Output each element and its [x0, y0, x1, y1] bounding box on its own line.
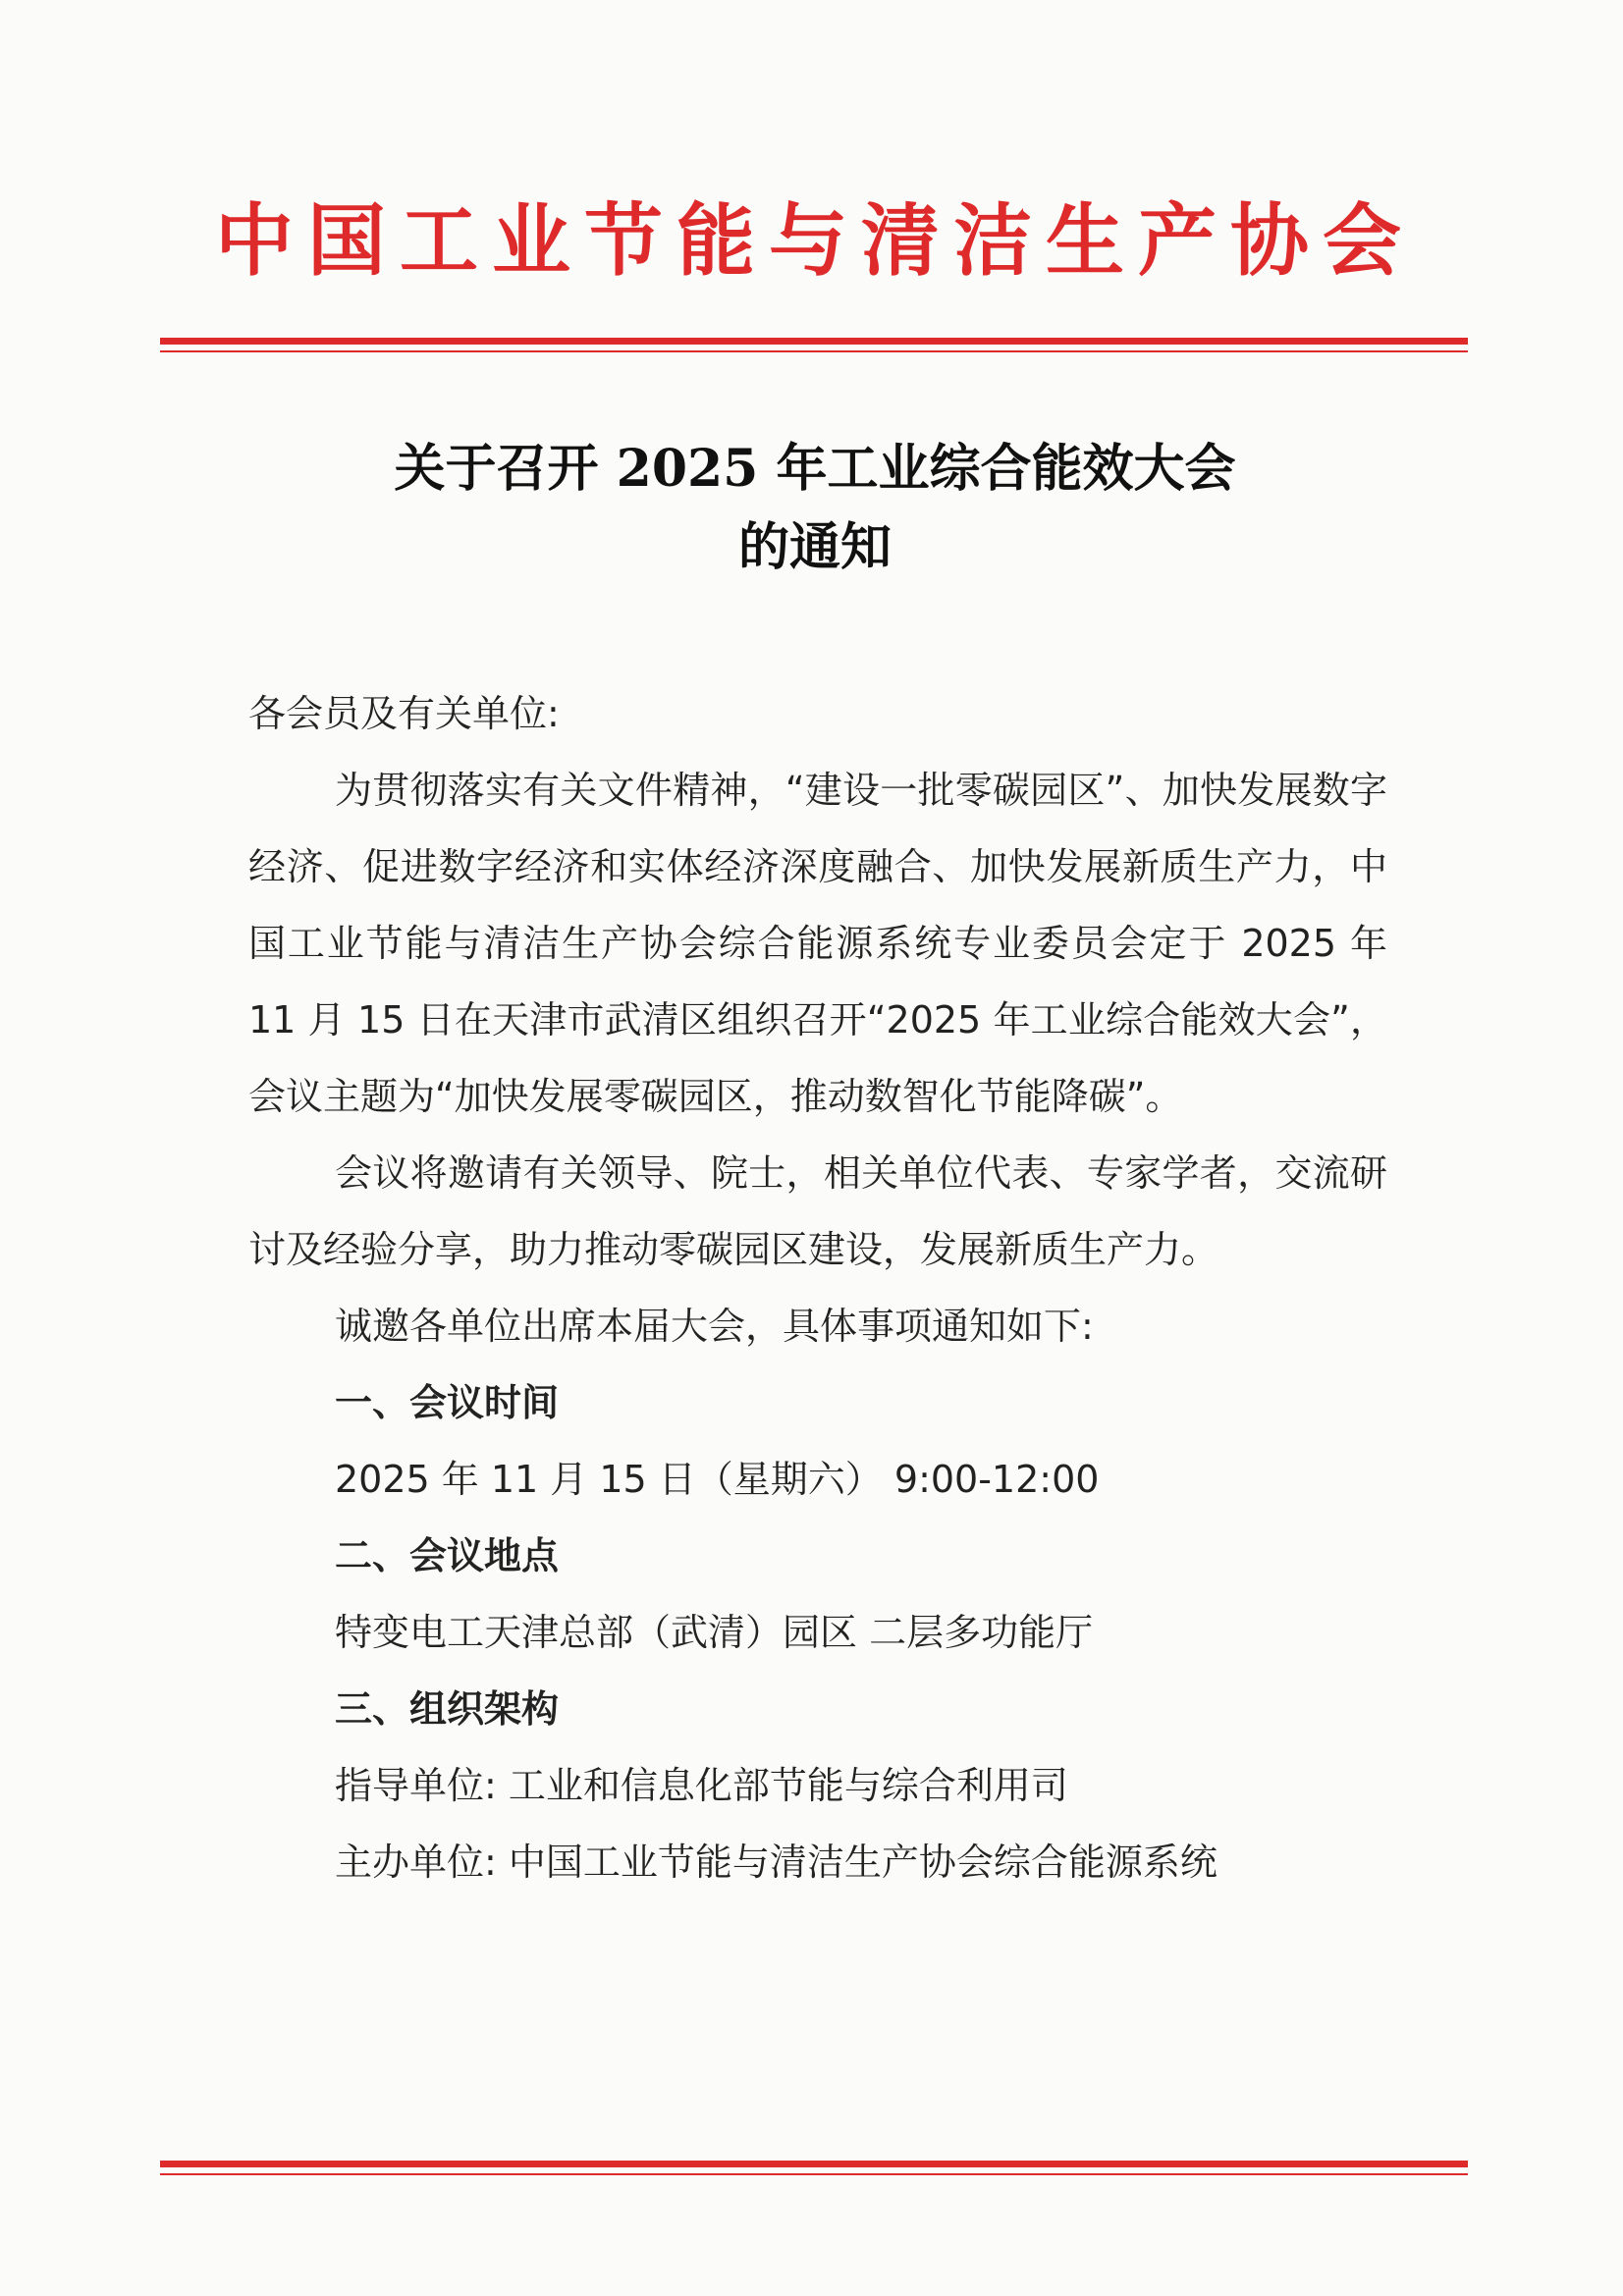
organization-letterhead: 中国工业节能与清洁生产协会 — [215, 194, 1415, 287]
meeting-location: 特变电工天津总部（武清）园区 二层多功能厅 — [335, 1611, 1094, 1654]
paragraph-invitation: 会议将邀请有关领导、院士，相关单位代表、专家学者，交流研讨及经验分享，助力推动零碳园区建设，发展新质生产力。 — [248, 1151, 1387, 1271]
salutation: 各会员及有关单位: — [248, 692, 560, 735]
guiding-unit: 指导单位: 工业和信息化部节能与综合利用司 — [335, 1764, 1068, 1807]
document-title-line-2: 的通知 — [737, 517, 892, 577]
host-unit: 主办单位: 中国工业节能与清洁生产协会综合能源系统 — [335, 1841, 1217, 1884]
paragraph-background: 为贯彻落实有关文件精神，“建设一批零碳园区”、加快发展数字经济、促进数字经济和实体经济深度融合、加快发展新质生产力，中国工业节能与清洁生产协会综合能源系统专业委员会定于 2025 年 11 月 15 日在天津市武清区组织召开“2025 年工业综合能效大会”，会议主题为“加快发展零碳园区，推动数智化节能降碳”。 — [248, 769, 1387, 1118]
document-body — [248, 675, 1387, 1900]
paragraph-notice-intro: 诚邀各单位出席本届大会，具体事项通知如下: — [335, 1305, 1094, 1348]
section-heading-organization: 三、组织架构 — [335, 1687, 560, 1731]
header-divider — [160, 338, 1468, 352]
section-heading-location: 二、会议地点 — [335, 1534, 560, 1577]
document-title-line-1: 关于召开 2025 年工业综合能效大会 — [394, 439, 1236, 499]
section-heading-time: 一、会议时间 — [335, 1381, 560, 1424]
meeting-time: 2025 年 11 月 15 日（星期六） 9:00-12:00 — [335, 1458, 1100, 1501]
footer-divider — [160, 2161, 1468, 2175]
